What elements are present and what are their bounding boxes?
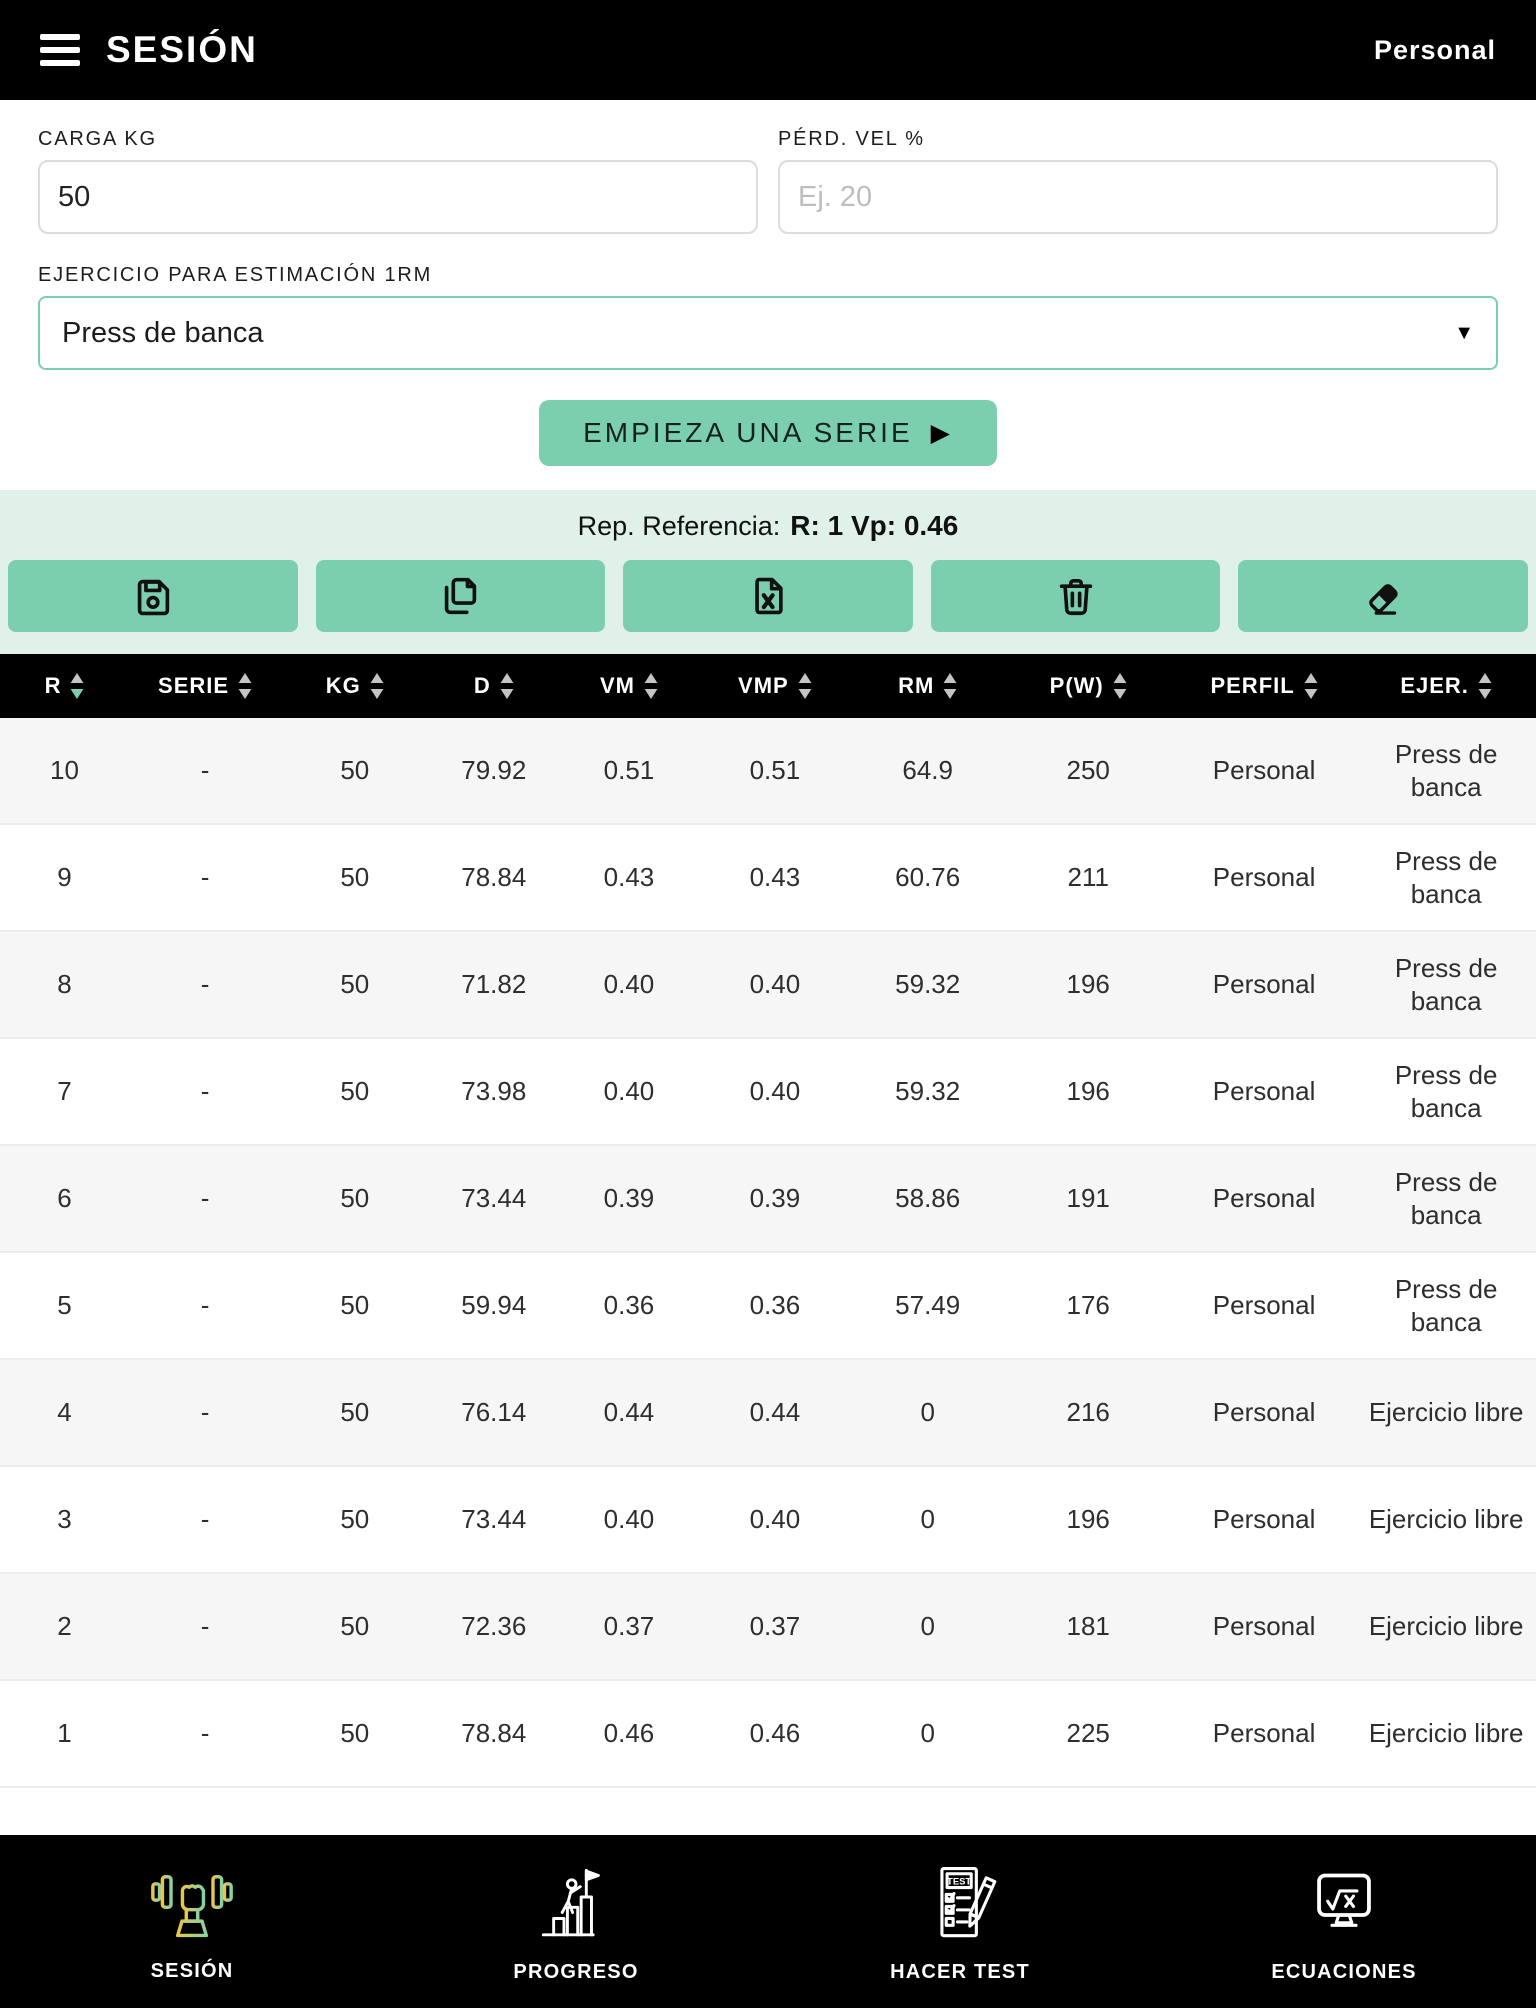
column-header-perfil[interactable]: [1172, 654, 1356, 718]
cell-d: 73.44: [461, 1183, 527, 1214]
sort-arrows-icon: [1478, 672, 1492, 700]
perd-vel-label: PÉRD. VEL %: [778, 128, 925, 150]
cell-vm: 0.39: [603, 1183, 655, 1214]
cell-serie: -: [200, 1718, 210, 1749]
cell-d: 73.98: [461, 1076, 527, 1107]
table-row: [0, 1680, 1536, 1787]
page-title: SESIÓN: [106, 29, 258, 70]
cell-ejer: Ejercicio libre: [1368, 1397, 1524, 1428]
cell-r: 6: [57, 1183, 72, 1214]
cell-r: 10: [50, 755, 79, 786]
table-row: [0, 1038, 1536, 1145]
cell-vm: 0.40: [603, 1076, 655, 1107]
table-row: [0, 1359, 1536, 1466]
cell-vmp: 0.43: [749, 862, 801, 893]
start-series-label: EMPIEZA UNA SERIE: [583, 417, 913, 448]
cell-serie: -: [200, 1290, 210, 1321]
cell-kg: 50: [340, 1718, 370, 1749]
delete-button[interactable]: [931, 560, 1221, 632]
column-label-rm: RM: [898, 673, 935, 698]
progress-stairs-icon: [533, 1860, 619, 1951]
sort-arrows-icon: [644, 672, 658, 700]
nav-item-hacer-test[interactable]: [768, 1835, 1152, 2008]
cell-serie: -: [200, 1076, 210, 1107]
cell-perfil: Personal: [1212, 1611, 1316, 1642]
save-button[interactable]: [8, 560, 298, 632]
cell-rm: 64.9: [902, 755, 953, 786]
cell-kg: 50: [340, 1290, 370, 1321]
cell-vm: 0.44: [603, 1397, 655, 1428]
cell-pw: 181: [1066, 1611, 1110, 1642]
reference-value: R: 1 Vp: 0.46: [790, 510, 959, 541]
toolbar: [8, 560, 1528, 632]
cell-vmp: 0.36: [749, 1290, 801, 1321]
test-clipboard-icon: [917, 1860, 1003, 1951]
sort-arrows-icon: [1304, 672, 1318, 700]
cell-pw: 225: [1066, 1718, 1110, 1749]
trash-icon: [1053, 573, 1099, 619]
cell-vmp: 0.44: [749, 1397, 801, 1428]
sort-arrows-icon: [370, 672, 384, 700]
cell-kg: 50: [340, 862, 370, 893]
cell-serie: -: [200, 1397, 210, 1428]
cell-serie: -: [200, 1183, 210, 1214]
column-label-serie: SERIE: [158, 673, 230, 698]
cell-pw: 191: [1066, 1183, 1110, 1214]
save-icon: [130, 573, 176, 619]
sort-arrows-icon: [500, 672, 514, 700]
table-row: [0, 1466, 1536, 1573]
cell-vmp: 0.39: [749, 1183, 801, 1214]
table-row: [0, 1252, 1536, 1359]
cell-d: 76.14: [461, 1397, 527, 1428]
cell-r: 8: [57, 969, 72, 1000]
copy-button[interactable]: [316, 560, 606, 632]
cell-kg: 50: [340, 969, 370, 1000]
cell-rm: 0: [920, 1718, 935, 1749]
cell-r: 7: [57, 1076, 72, 1107]
cell-pw: 211: [1067, 862, 1109, 893]
ejercicio-label: EJERCICIO PARA ESTIMACIÓN 1RM: [38, 264, 433, 286]
cell-serie: -: [200, 755, 210, 786]
cell-d: 71.82: [461, 969, 527, 1000]
column-header-pw[interactable]: [1005, 654, 1172, 718]
cell-vm: 0.51: [603, 755, 655, 786]
carga-kg-label: CARGA KG: [38, 128, 157, 150]
column-header-vm[interactable]: [559, 654, 699, 718]
nav-label-ecuaciones: ECUACIONES: [1271, 1960, 1417, 1983]
cell-d: 72.36: [461, 1611, 527, 1642]
cell-rm: 59.32: [895, 1076, 961, 1107]
cell-d: 59.94: [461, 1290, 527, 1321]
cell-vmp: 0.40: [749, 1504, 801, 1535]
table-row: [0, 1145, 1536, 1252]
cell-vm: 0.43: [603, 862, 655, 893]
cell-vmp: 0.51: [749, 755, 801, 786]
app-header: [0, 0, 1536, 100]
chevron-down-icon: ▼: [1454, 321, 1474, 344]
column-header-kg[interactable]: [281, 654, 428, 718]
cell-perfil: Personal: [1212, 1397, 1316, 1428]
carga-kg-input[interactable]: [38, 160, 758, 234]
equations-monitor-icon: [1301, 1860, 1387, 1951]
eraser-icon: [1360, 573, 1406, 619]
ejercicio-select[interactable]: [38, 296, 1498, 370]
nav-label-hacer-test: HACER TEST: [890, 1960, 1030, 1983]
results-table: [0, 654, 1536, 1788]
cell-vmp: 0.46: [749, 1718, 801, 1749]
cell-rm: 59.32: [895, 969, 961, 1000]
session-form: [0, 100, 1536, 466]
perd-vel-field: [778, 100, 1498, 234]
cell-serie: -: [200, 1611, 210, 1642]
cell-r: 3: [57, 1504, 72, 1535]
column-label-r: R: [44, 673, 62, 698]
cell-ejer: Press de banca: [1394, 1060, 1498, 1123]
cell-perfil: Personal: [1212, 1183, 1316, 1214]
cell-r: 9: [57, 862, 72, 893]
cell-perfil: Personal: [1212, 969, 1316, 1000]
profile-label[interactable]: Personal: [1373, 34, 1496, 65]
cell-rm: 58.86: [895, 1183, 961, 1214]
cell-r: 2: [57, 1611, 72, 1642]
table-row: [0, 824, 1536, 931]
nav-item-ecuaciones[interactable]: [1152, 1835, 1536, 2008]
column-header-vmp[interactable]: [699, 654, 851, 718]
cell-vm: 0.36: [603, 1290, 655, 1321]
cell-kg: 50: [340, 1076, 370, 1107]
cell-vm: 0.40: [603, 1504, 655, 1535]
sort-arrows-icon: [70, 672, 84, 700]
cell-ejer: Press de banca: [1394, 846, 1498, 909]
column-label-ejer: EJER.: [1400, 673, 1469, 698]
cell-pw: 176: [1066, 1290, 1110, 1321]
cell-kg: 50: [340, 1611, 370, 1642]
cell-rm: 60.76: [895, 862, 961, 893]
hamburger-menu-icon[interactable]: [40, 34, 80, 66]
ejercicio-selected-value: Press de banca: [62, 316, 264, 349]
column-label-kg: KG: [325, 673, 361, 698]
cell-ejer: Ejercicio libre: [1368, 1611, 1524, 1642]
reference-label: Rep. Referencia:: [577, 511, 781, 541]
column-label-pw: P(W): [1049, 673, 1104, 698]
sort-arrows-icon: [238, 672, 252, 700]
column-label-perfil: PERFIL: [1210, 673, 1295, 698]
cell-d: 78.84: [461, 1718, 527, 1749]
cell-perfil: Personal: [1212, 1290, 1316, 1321]
cell-perfil: Personal: [1212, 755, 1316, 786]
start-series-button[interactable]: [539, 400, 997, 466]
column-header-rm[interactable]: [851, 654, 1005, 718]
svg-text:TEST: TEST: [947, 1876, 972, 1888]
cell-vm: 0.46: [603, 1718, 655, 1749]
column-header-ejer[interactable]: [1356, 654, 1536, 718]
cell-r: 1: [57, 1718, 72, 1749]
cell-ejer: Press de banca: [1394, 953, 1498, 1016]
cell-r: 5: [57, 1290, 72, 1321]
cell-perfil: Personal: [1212, 1504, 1316, 1535]
reference-section: [0, 490, 1536, 654]
nav-item-sesion[interactable]: [0, 1835, 384, 2008]
export-excel-button[interactable]: [623, 560, 913, 632]
cell-rm: 57.49: [895, 1290, 961, 1321]
dumbbell-fist-icon: [144, 1861, 240, 1950]
cell-ejer: Ejercicio libre: [1368, 1504, 1524, 1535]
sort-arrows-icon: [1113, 672, 1127, 700]
reference-line: [8, 510, 1528, 542]
column-label-vmp: VMP: [738, 673, 789, 698]
cell-d: 78.84: [461, 862, 527, 893]
cell-pw: 196: [1066, 1504, 1110, 1535]
sort-arrows-icon: [798, 672, 812, 700]
cell-ejer: Ejercicio libre: [1368, 1718, 1524, 1749]
cell-rm: 0: [920, 1397, 935, 1428]
cell-serie: -: [200, 969, 210, 1000]
cell-pw: 196: [1066, 969, 1110, 1000]
column-header-d[interactable]: [429, 654, 560, 718]
cell-pw: 216: [1066, 1397, 1110, 1428]
column-label-vm: VM: [599, 673, 635, 698]
cell-vm: 0.40: [603, 969, 655, 1000]
cell-vmp: 0.40: [749, 969, 801, 1000]
table-row: [0, 931, 1536, 1038]
copy-icon: [437, 573, 483, 619]
column-header-serie[interactable]: [129, 654, 281, 718]
nav-label-progreso: PROGRESO: [513, 1960, 639, 1983]
cell-pw: 196: [1066, 1076, 1110, 1107]
cell-perfil: Personal: [1212, 1718, 1316, 1749]
cell-serie: -: [200, 862, 210, 893]
cell-perfil: Personal: [1212, 862, 1316, 893]
erase-button[interactable]: [1238, 560, 1528, 632]
cell-r: 4: [57, 1397, 72, 1428]
cell-kg: 50: [340, 1504, 370, 1535]
perd-vel-input[interactable]: [778, 160, 1498, 234]
cell-d: 79.92: [461, 755, 527, 786]
cell-kg: 50: [340, 1183, 370, 1214]
nav-item-progreso[interactable]: [384, 1835, 768, 2008]
cell-ejer: Press de banca: [1394, 1167, 1498, 1230]
carga-kg-field: [38, 100, 758, 234]
play-icon: ▶: [930, 419, 953, 447]
cell-serie: -: [200, 1504, 210, 1535]
cell-pw: 250: [1066, 755, 1110, 786]
cell-vmp: 0.40: [749, 1076, 801, 1107]
excel-file-icon: [745, 573, 791, 619]
cell-rm: 0: [920, 1611, 935, 1642]
cell-vmp: 0.37: [749, 1611, 801, 1642]
column-label-d: D: [473, 673, 491, 698]
cell-d: 73.44: [461, 1504, 527, 1535]
cell-kg: 50: [340, 1397, 370, 1428]
cell-ejer: Press de banca: [1394, 739, 1498, 802]
nav-label-sesion: SESIÓN: [150, 1959, 234, 1982]
cell-ejer: Press de banca: [1394, 1274, 1498, 1337]
table-row: [0, 718, 1536, 824]
sort-arrows-icon: [943, 672, 957, 700]
cell-vm: 0.37: [603, 1611, 655, 1642]
cell-perfil: Personal: [1212, 1076, 1316, 1107]
cell-rm: 0: [920, 1504, 935, 1535]
cell-kg: 50: [340, 755, 370, 786]
table-row: [0, 1573, 1536, 1680]
column-header-r[interactable]: [0, 654, 129, 718]
bottom-nav: [0, 1835, 1536, 2008]
